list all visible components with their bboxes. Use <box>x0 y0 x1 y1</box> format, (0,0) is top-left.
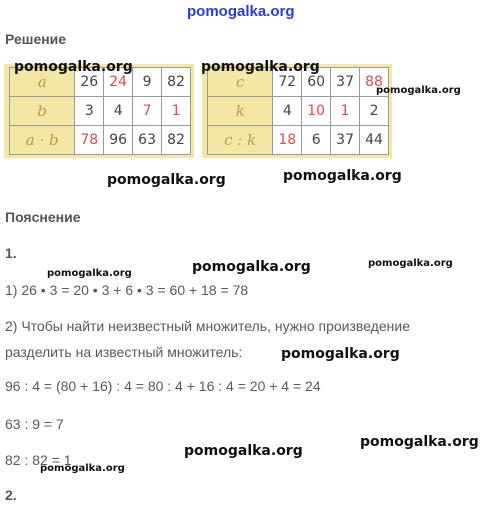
table2-cell: 18 <box>273 126 302 155</box>
watermark: pomogalka.org <box>47 268 132 279</box>
table1-cell: 96 <box>104 126 133 155</box>
table2-cell: 2 <box>360 97 389 126</box>
table2-cell: 72 <box>273 68 302 97</box>
table2-cell: 88 <box>360 68 389 97</box>
explanation-line-2a: 2) Чтобы найти неизвестный множитель, нужно произведение <box>5 318 410 334</box>
table2-cell: 1 <box>331 97 360 126</box>
watermark: pomogalka.org <box>368 258 453 269</box>
table2-row2-label: k <box>208 97 273 126</box>
table1-cell: 24 <box>104 68 133 97</box>
table2-cell: 37 <box>331 68 360 97</box>
explanation-line-4: 63 : 9 = 7 <box>5 416 64 432</box>
table1-cell: 63 <box>133 126 162 155</box>
table1-row3-label: a · b <box>10 126 75 155</box>
table2-cell: 44 <box>360 126 389 155</box>
watermark: pomogalka.org <box>40 463 125 474</box>
table1-cell: 82 <box>162 126 191 155</box>
table1-cell: 82 <box>162 68 191 97</box>
table-a-b <box>9 67 191 155</box>
watermark: pomogalka.org <box>360 434 479 450</box>
table1-cell: 4 <box>104 97 133 126</box>
watermark: pomogalka.org <box>281 346 400 362</box>
table2-row1-label: c <box>208 68 273 97</box>
explanation-line-5: 82 : 82 = 1 <box>5 452 72 468</box>
table1-row1-label: a <box>10 68 75 97</box>
table1-cell: 7 <box>133 97 162 126</box>
watermark: pomogalka.org <box>283 168 402 184</box>
explanation-line-2b: разделить на известный множитель: <box>5 344 243 360</box>
explanation-line-1: 1) 26 • 3 = 20 • 3 + 6 • 3 = 60 + 18 = 78 <box>5 282 249 298</box>
table2-row3-label: c : k <box>208 126 273 155</box>
explanation-line-3: 96 : 4 = (80 + 16) : 4 = 80 : 4 + 16 : 4 = 20 + 4 = 24 <box>5 378 321 394</box>
table1-cell: 3 <box>75 97 104 126</box>
table2-cell: 4 <box>273 97 302 126</box>
explanation-heading: Пояснение <box>5 209 81 225</box>
table2-cell: 10 <box>302 97 331 126</box>
table2-cell: 60 <box>302 68 331 97</box>
watermark: pomogalka.org <box>376 85 461 96</box>
table1-cell: 1 <box>162 97 191 126</box>
watermark: pomogalka.org <box>201 59 320 75</box>
watermark: pomogalka.org <box>192 259 311 275</box>
table2-cell: 6 <box>302 126 331 155</box>
watermark: pomogalka.org <box>107 172 226 188</box>
table2-cell: 37 <box>331 126 360 155</box>
top-watermark: pomogalka.org <box>187 3 295 20</box>
solution-heading: Решение <box>5 31 67 47</box>
item-1-number: 1. <box>5 245 17 261</box>
watermark: pomogalka.org <box>14 59 133 75</box>
table1-cell: 78 <box>75 126 104 155</box>
watermark: pomogalka.org <box>184 443 303 459</box>
table1-cell: 9 <box>133 68 162 97</box>
table1-row2-label: b <box>10 97 75 126</box>
item-2-number: 2. <box>5 487 17 503</box>
table-c-k <box>207 67 389 155</box>
table1-cell: 26 <box>75 68 104 97</box>
